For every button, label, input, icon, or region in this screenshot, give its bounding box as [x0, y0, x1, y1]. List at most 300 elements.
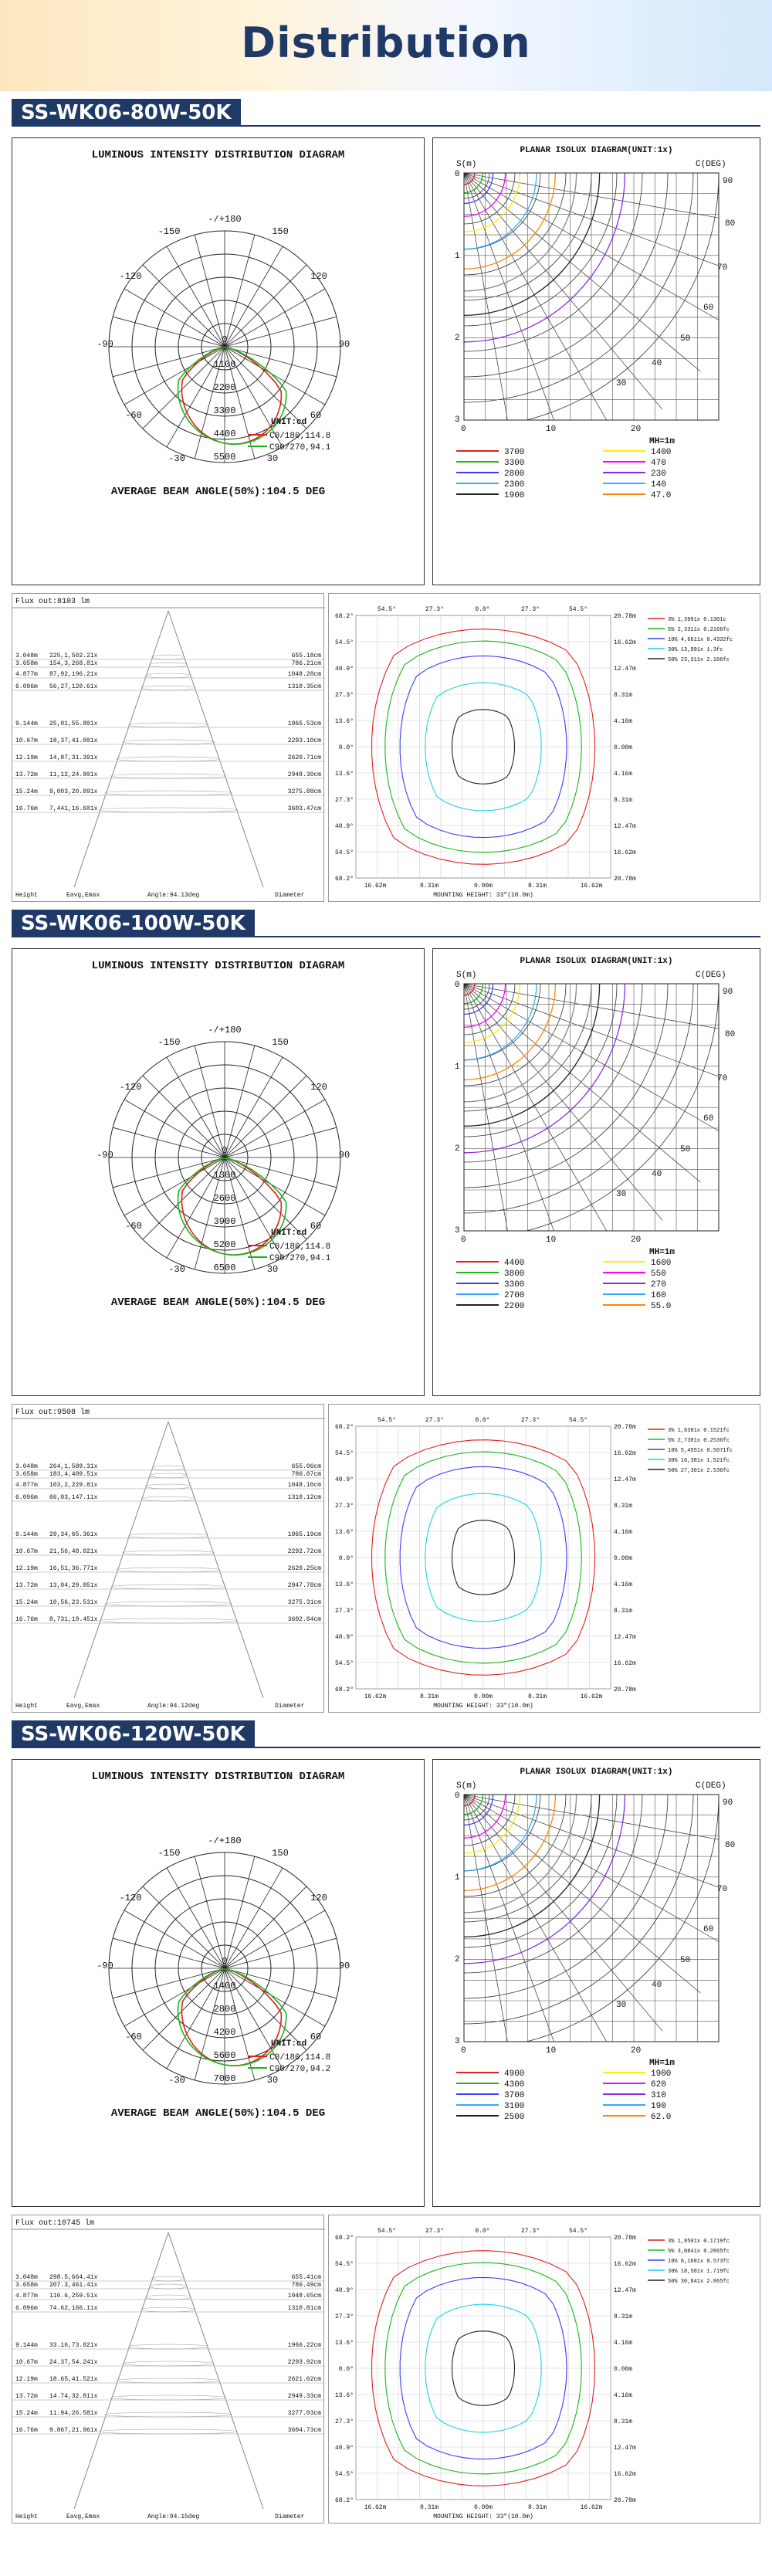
left-tick: 54.5°	[334, 849, 354, 856]
contour-legend: 30% 16,381x 1.521fc	[668, 1458, 730, 1464]
isolux-curve	[464, 984, 625, 1153]
iso-legend-value: 62.0	[651, 2113, 672, 2122]
height-value: 4.877m	[15, 2293, 38, 2300]
col-header: Eavg,Emax	[66, 2513, 100, 2520]
arc-tick: 40	[652, 1981, 662, 1990]
iso-legend-value: 1900	[504, 491, 525, 500]
eavg-value: 29,34,65.361x	[49, 1531, 98, 1538]
polar-spoke	[225, 1910, 325, 1968]
ring-label: 7000	[213, 2073, 236, 2084]
arc-tick: 80	[725, 219, 736, 229]
height-value: 13.72m	[15, 1582, 38, 1589]
left-tick: 68.2°	[334, 2235, 354, 2242]
isolux-curve	[464, 173, 537, 249]
ring-label: 3900	[213, 1216, 236, 1227]
x-tick: 20	[631, 1235, 642, 1245]
diameter-value: 2620.25cm	[287, 1565, 321, 1572]
right-tick: 12.47m	[614, 666, 636, 673]
polar-spoke	[225, 1968, 337, 1998]
right-tick: 16.62m	[614, 1660, 636, 1667]
eavg-value: 10,56,23.531x	[49, 1599, 98, 1606]
left-tick: 27.3°	[334, 692, 354, 699]
diameter-value: 2292.72cm	[287, 1548, 321, 1555]
height-value: 15.24m	[15, 788, 38, 795]
x-tick: 0	[461, 2046, 466, 2056]
right-tick: 8.31m	[614, 2313, 633, 2320]
diameter-value: 3275.31cm	[287, 1599, 321, 1606]
diameter-value: 1310.12cm	[287, 1494, 321, 1501]
unit-label: UNIT:cd	[271, 2039, 307, 2049]
ring-label: 5500	[213, 452, 236, 463]
polar-spoke	[143, 1076, 228, 1158]
polar-spoke	[225, 1158, 325, 1215]
model-title: SS-WK06-80W-50K	[12, 99, 241, 127]
height-value: 12.19m	[15, 2376, 38, 2383]
eavg-value: 8,731,19.451x	[49, 1616, 98, 1623]
diameter-value: 2620.71cm	[287, 754, 321, 761]
axis-label: S(m)	[456, 971, 477, 980]
title-rule	[12, 1747, 760, 1748]
left-tick: 40.9°	[334, 1634, 354, 1641]
bottom-tick: 0.00m	[473, 1693, 493, 1700]
right-tick: 0.00m	[614, 1555, 633, 1562]
arc-tick: 70	[717, 1885, 728, 1894]
isolux-curve	[464, 1795, 537, 1871]
contour-chart	[329, 594, 761, 903]
angle-label: 150	[272, 1037, 289, 1048]
right-tick: 20.78m	[614, 1686, 636, 1693]
height-value: 16.76m	[15, 2427, 38, 2434]
y-tick: 1	[455, 252, 460, 261]
top-tick: 27.3°	[425, 2228, 445, 2235]
bottom-tick: 0.00m	[473, 2504, 493, 2511]
contour-legend: 5% 2,7301x 0.2536fc	[668, 1438, 730, 1444]
angle-label: -150	[157, 1848, 181, 1859]
left-tick: 13.6°	[334, 2340, 354, 2347]
flux-label: Flux out:9508 lm	[15, 1408, 90, 1417]
isolux-title: PLANAR ISOLUX DIAGRAM(UNIT:1x)	[520, 957, 673, 966]
y-tick: 2	[455, 1955, 460, 1964]
intensity-title: LUMINOUS INTENSITY DISTRIBUTION DIAGRAM	[91, 1771, 345, 1783]
unit-label: UNIT:cd	[271, 418, 307, 427]
col-header: Height	[15, 2513, 38, 2520]
right-tick: 8.31m	[614, 692, 633, 699]
x-tick: 20	[631, 2046, 642, 2056]
height-value: 3.048m	[15, 1463, 38, 1470]
unit-label: UNIT:cd	[271, 1229, 307, 1238]
arc-tick: 50	[680, 1145, 691, 1154]
height-value: 3.658m	[15, 660, 38, 667]
isolux-chart	[433, 138, 761, 586]
right-tick: 12.47m	[614, 1634, 636, 1641]
legend-c0: C0/180,114.8	[269, 432, 331, 441]
angle-label: -90	[96, 1961, 113, 1971]
angle-label: 60	[310, 410, 322, 421]
axis-label: S(m)	[456, 1781, 477, 1791]
axis-label: C(DEG)	[696, 971, 726, 980]
angle-label: 150	[272, 226, 289, 237]
eavg-value: 16,51,36.771x	[49, 1565, 98, 1572]
product-section	[0, 910, 772, 1720]
col-header: Diameter	[275, 1703, 305, 1710]
flux-label: Flux out:8103 lm	[15, 598, 90, 606]
polar-chart	[93, 215, 356, 478]
diameter-value: 786.49cm	[291, 2282, 321, 2289]
right-tick: 0.00m	[614, 2366, 633, 2373]
arc-tick: 60	[703, 303, 714, 313]
arc-tick: 50	[680, 1956, 691, 1965]
polar-spoke	[225, 347, 306, 429]
angle-label: 30	[266, 2075, 279, 2086]
right-tick: 8.31m	[614, 2418, 633, 2425]
left-tick: 68.2°	[334, 613, 354, 620]
right-tick: 4.16m	[614, 1529, 633, 1536]
x-tick: 0	[461, 425, 466, 434]
polar-spoke	[225, 1968, 306, 2050]
bottom-tick: 8.31m	[527, 2504, 547, 2511]
y-tick: 3	[455, 1226, 460, 1235]
cone-chart	[12, 2215, 325, 2524]
diameter-value: 1048.65cm	[287, 2293, 321, 2300]
polar-spoke	[225, 246, 283, 347]
polar-spoke	[143, 347, 225, 429]
iso-legend-value: 140	[651, 480, 666, 490]
angle-label: -90	[96, 339, 113, 350]
intensity-panel	[12, 1759, 425, 2207]
top-tick: 0.0°	[475, 2228, 490, 2235]
polar-spoke	[124, 1968, 225, 2026]
intensity-panel	[12, 137, 425, 585]
isolux-title: PLANAR ISOLUX DIAGRAM(UNIT:1x)	[520, 1768, 673, 1777]
bottom-tick: 16.62m	[364, 883, 387, 890]
height-value: 9.144m	[15, 2342, 38, 2349]
polar-spoke	[225, 1158, 306, 1239]
mh-label: MH=1m	[649, 2059, 676, 2068]
contour-chart	[329, 1405, 761, 1713]
eavg-value: 56,27,120.61x	[49, 683, 98, 690]
arc-tick: 80	[725, 1030, 736, 1039]
eavg-value: 225,1,502.21x	[49, 652, 98, 659]
top-tick: 27.3°	[520, 606, 540, 613]
left-tick: 40.9°	[334, 1476, 354, 1483]
iso-legend-value: 47.0	[651, 491, 672, 500]
right-tick: 20.78m	[614, 613, 636, 620]
top-tick: 27.3°	[425, 606, 445, 613]
arc-tick: 40	[652, 359, 662, 368]
right-tick: 20.78m	[614, 2497, 636, 2504]
bottom-tick: 8.31m	[527, 1693, 547, 1700]
angle-label: -30	[168, 2075, 185, 2086]
axis-label: C(DEG)	[696, 160, 726, 169]
top-tick: 54.5°	[377, 2228, 397, 2235]
isolux-curve	[464, 984, 555, 1080]
isolux-curve	[464, 1795, 625, 1964]
height-value: 9.144m	[15, 720, 38, 727]
right-tick: 4.16m	[614, 2392, 633, 2399]
diameter-value: 655.18cm	[291, 652, 321, 659]
x-tick: 10	[546, 1235, 557, 1245]
diameter-value: 2947.78cm	[287, 1582, 321, 1589]
bottom-tick: 16.62m	[364, 1693, 387, 1700]
legend-c0: C0/180,114.8	[269, 2053, 331, 2062]
isolux-chart	[433, 949, 761, 1397]
product-section	[0, 99, 772, 910]
right-tick: 4.16m	[614, 718, 633, 725]
flux-label: Flux out:10745 lm	[15, 2219, 95, 2228]
iso-legend-value: 230	[651, 469, 666, 479]
angle-label: 0	[222, 1145, 228, 1156]
left-tick: 13.6°	[334, 2392, 354, 2399]
polar-spoke	[225, 1127, 337, 1158]
polar-spoke	[225, 1938, 337, 1968]
iso-legend-value: 550	[651, 1269, 666, 1279]
diameter-value: 1965.53cm	[287, 720, 321, 727]
y-tick: 1	[455, 1063, 460, 1072]
iso-legend-value: 3800	[504, 1269, 525, 1279]
isolux-curve	[464, 1795, 555, 1890]
left-tick: 68.2°	[334, 1686, 354, 1693]
height-value: 10.67m	[15, 737, 38, 744]
angle-label: 120	[310, 1893, 327, 1903]
ring-label: 2800	[213, 2004, 236, 2015]
iso-legend-value: 4400	[504, 1259, 525, 1268]
ring-label: 5200	[213, 1239, 236, 1250]
iso-legend-value: 160	[651, 1291, 666, 1300]
mh-label: MH=1m	[649, 1248, 676, 1257]
y-tick: 0	[455, 1791, 460, 1801]
polar-spoke	[225, 1856, 255, 1968]
arc-tick: 90	[723, 177, 733, 186]
ring-label: 6500	[213, 1263, 236, 1273]
eavg-value: 11,12,24.801x	[49, 771, 98, 778]
diameter-value: 2948.30cm	[287, 771, 321, 778]
angle-label: -150	[157, 1037, 181, 1048]
diameter-value: 786.21cm	[291, 660, 321, 667]
iso-legend-value: 3700	[504, 448, 525, 457]
height-value: 16.76m	[15, 805, 38, 812]
eavg-value: 14,07,31.391x	[49, 754, 98, 761]
iso-legend-value: 1900	[651, 2069, 672, 2079]
polar-spoke	[225, 1968, 325, 2026]
arc-tick: 60	[703, 1925, 714, 1934]
arc-tick: 80	[725, 1841, 736, 1850]
iso-legend-value: 2700	[504, 1291, 525, 1300]
eavg-value: 74.62,166.11x	[49, 2305, 98, 2312]
ring-label: 1100	[213, 359, 236, 370]
diameter-value: 2293.10cm	[287, 737, 321, 744]
angle-label: -90	[96, 1150, 113, 1161]
diameter-value: 3604.73cm	[287, 2427, 321, 2434]
ring-label: 3300	[213, 405, 236, 416]
angle-label: -120	[119, 1893, 142, 1903]
right-tick: 12.47m	[614, 2287, 636, 2294]
col-header: Eavg,Emax	[66, 892, 100, 899]
ring-label: 2200	[213, 382, 236, 393]
angle-value: Angle:94.15deg	[147, 2513, 200, 2520]
iso-legend-value: 55.0	[651, 1302, 672, 1311]
angle-label: -150	[157, 226, 181, 237]
bottom-tick: 8.31m	[419, 1693, 439, 1700]
right-tick: 20.78m	[614, 1424, 636, 1431]
contour-legend: 30% 13,991x 1.3fc	[668, 647, 723, 653]
arc-tick: 90	[723, 988, 733, 997]
eavg-value: 66,03,147.11x	[49, 1494, 98, 1501]
legend-c90: C90/270,94.1	[269, 443, 331, 452]
left-tick: 13.6°	[334, 771, 354, 778]
intensity-title: LUMINOUS INTENSITY DISTRIBUTION DIAGRAM	[91, 960, 345, 972]
left-tick: 13.6°	[334, 1529, 354, 1536]
right-tick: 8.31m	[614, 1608, 633, 1615]
angle-label: -/+180	[208, 1026, 242, 1035]
contour-legend: 30% 18,501x 1.719fc	[668, 2269, 730, 2275]
height-value: 3.048m	[15, 2274, 38, 2281]
beam-angle: AVERAGE BEAM ANGLE(50%):104.5 DEG	[110, 486, 326, 498]
eavg-value: 264,1,589.31x	[49, 1463, 98, 1470]
polar-spoke	[124, 1910, 228, 1968]
right-tick: 16.62m	[614, 849, 636, 856]
polar-spoke	[124, 289, 228, 347]
right-tick: 16.62m	[614, 2471, 636, 2478]
col-header: Diameter	[275, 892, 305, 899]
angle-label: 60	[310, 2032, 322, 2042]
col-header: Eavg,Emax	[66, 1703, 100, 1710]
angle-label: -60	[125, 2032, 142, 2042]
contour-legend: 10% 4,6611x 0.4332fc	[668, 637, 733, 643]
height-value: 9.144m	[15, 1531, 38, 1538]
isolux-curve	[464, 173, 555, 269]
left-tick: 68.2°	[334, 2497, 354, 2504]
contour-legend: 10% 5,4551x 0.5071fc	[668, 1448, 733, 1454]
left-tick: 54.5°	[334, 639, 354, 646]
cone-chart	[12, 1405, 325, 1713]
height-value: 10.67m	[15, 2359, 38, 2366]
diameter-value: 1048.28cm	[287, 671, 321, 678]
contour-legend: 5% 3,0841x 0.2865fc	[668, 2249, 730, 2255]
axis-label: S(m)	[456, 160, 477, 169]
polar-spoke	[167, 1057, 228, 1158]
height-value: 4.877m	[15, 671, 38, 678]
contour-legend: 5% 2,3311x 0.2166fc	[668, 627, 730, 633]
product-section	[0, 1720, 772, 2531]
y-tick: 2	[455, 1144, 460, 1154]
isolux-panel	[432, 1759, 760, 2207]
left-tick: 13.6°	[334, 1581, 354, 1588]
polar-chart	[93, 1837, 356, 2100]
polar-spoke	[113, 347, 225, 377]
angle-label: 0	[222, 1956, 228, 1967]
illuminance-map	[328, 2215, 760, 2523]
left-tick: 68.2°	[334, 1424, 354, 1431]
legend-c0: C0/180,114.8	[269, 1242, 331, 1252]
arc-tick: 30	[616, 379, 627, 388]
height-value: 6.096m	[15, 1494, 38, 1501]
arc-tick: 90	[723, 1798, 733, 1808]
eavg-value: 116.6,259.51x	[49, 2293, 98, 2300]
right-tick: 16.62m	[614, 1450, 636, 1457]
eavg-value: 11.94,26.581x	[49, 2410, 98, 2417]
diameter-value: 655.06cm	[291, 1463, 321, 1470]
angle-value: Angle:94.12deg	[147, 1703, 200, 1710]
angle-label: -120	[119, 271, 142, 282]
contour-legend: 3% 1,8501x 0.1719fc	[668, 2239, 730, 2245]
left-tick: 27.3°	[334, 797, 354, 804]
right-tick: 20.78m	[614, 2235, 636, 2242]
left-tick: 27.3°	[334, 1608, 354, 1615]
eavg-value: 183,4,409.51x	[49, 1471, 98, 1478]
polar-spoke	[225, 1100, 325, 1158]
polar-spoke	[143, 1886, 228, 1968]
contour-legend: 50% 30,841x 2.865fc	[668, 2279, 730, 2285]
arc-tick: 30	[616, 1190, 627, 1199]
polar-spoke	[225, 1057, 283, 1158]
iso-legend-value: 470	[651, 459, 666, 468]
polar-spoke	[124, 347, 225, 405]
mounting-height: MOUNTING HEIGHT: 33"(10.0m)	[433, 892, 533, 899]
bottom-tick: 16.62m	[364, 2504, 387, 2511]
angle-value: Angle:94.13deg	[147, 892, 200, 899]
arc-tick: 40	[652, 1170, 662, 1179]
top-tick: 54.5°	[568, 2228, 588, 2235]
ring-label: 5600	[213, 2050, 236, 2061]
diameter-value: 1965.19cm	[287, 1531, 321, 1538]
eavg-value: 33.16,73.821x	[49, 2342, 98, 2349]
diameter-value: 1310.35cm	[287, 683, 321, 690]
diameter-value: 2621.62cm	[287, 2376, 321, 2383]
angle-label: 90	[338, 339, 350, 350]
diameter-value: 1310.81cm	[287, 2305, 321, 2312]
eavg-value: 103,2,229.81x	[49, 1482, 98, 1489]
ring-label: 2600	[213, 1193, 236, 1204]
eavg-value: 14.74,32.811x	[49, 2393, 98, 2400]
arc-tick: 70	[717, 1074, 728, 1083]
ring-label: 1300	[213, 1170, 236, 1181]
eavg-value: 9.867,21.961x	[49, 2427, 98, 2434]
angle-label: 120	[310, 1082, 327, 1093]
right-tick: 4.16m	[614, 2340, 633, 2347]
top-tick: 27.3°	[520, 2228, 540, 2235]
bottom-tick: 16.62m	[580, 2504, 603, 2511]
right-tick: 16.62m	[614, 639, 636, 646]
illuminance-map	[328, 1404, 760, 1713]
diameter-value: 3602.84cm	[287, 1616, 321, 1623]
right-tick: 8.31m	[614, 1503, 633, 1510]
x-tick: 10	[546, 2046, 557, 2056]
iso-legend-value: 3700	[504, 2091, 525, 2100]
right-tick: 4.16m	[614, 771, 633, 778]
height-value: 6.096m	[15, 2305, 38, 2312]
ring-label: 4400	[213, 429, 236, 439]
isolux-curve	[464, 984, 537, 1060]
eavg-value: 25,01,55.801x	[49, 720, 98, 727]
polar-spoke	[225, 235, 255, 347]
angle-label: 30	[266, 453, 279, 464]
left-tick: 27.3°	[334, 2313, 354, 2320]
diameter-value: 3275.88cm	[287, 788, 321, 795]
legend-c90: C90/270,94.2	[269, 2065, 331, 2074]
height-value: 12.19m	[15, 1565, 38, 1572]
contour-chart	[329, 2215, 761, 2524]
polar-spoke	[225, 347, 337, 377]
contour-legend: 50% 23,311x 2.166fc	[668, 657, 730, 663]
bottom-tick: 8.31m	[419, 883, 439, 890]
iso-legend-value: 2500	[504, 2113, 525, 2122]
bottom-tick: 16.62m	[580, 883, 603, 890]
x-tick: 10	[546, 425, 557, 434]
height-value: 15.24m	[15, 1599, 38, 1606]
diameter-value: 2293.92cm	[287, 2359, 321, 2366]
polar-spoke	[225, 265, 306, 347]
arc-tick: 60	[703, 1114, 714, 1124]
